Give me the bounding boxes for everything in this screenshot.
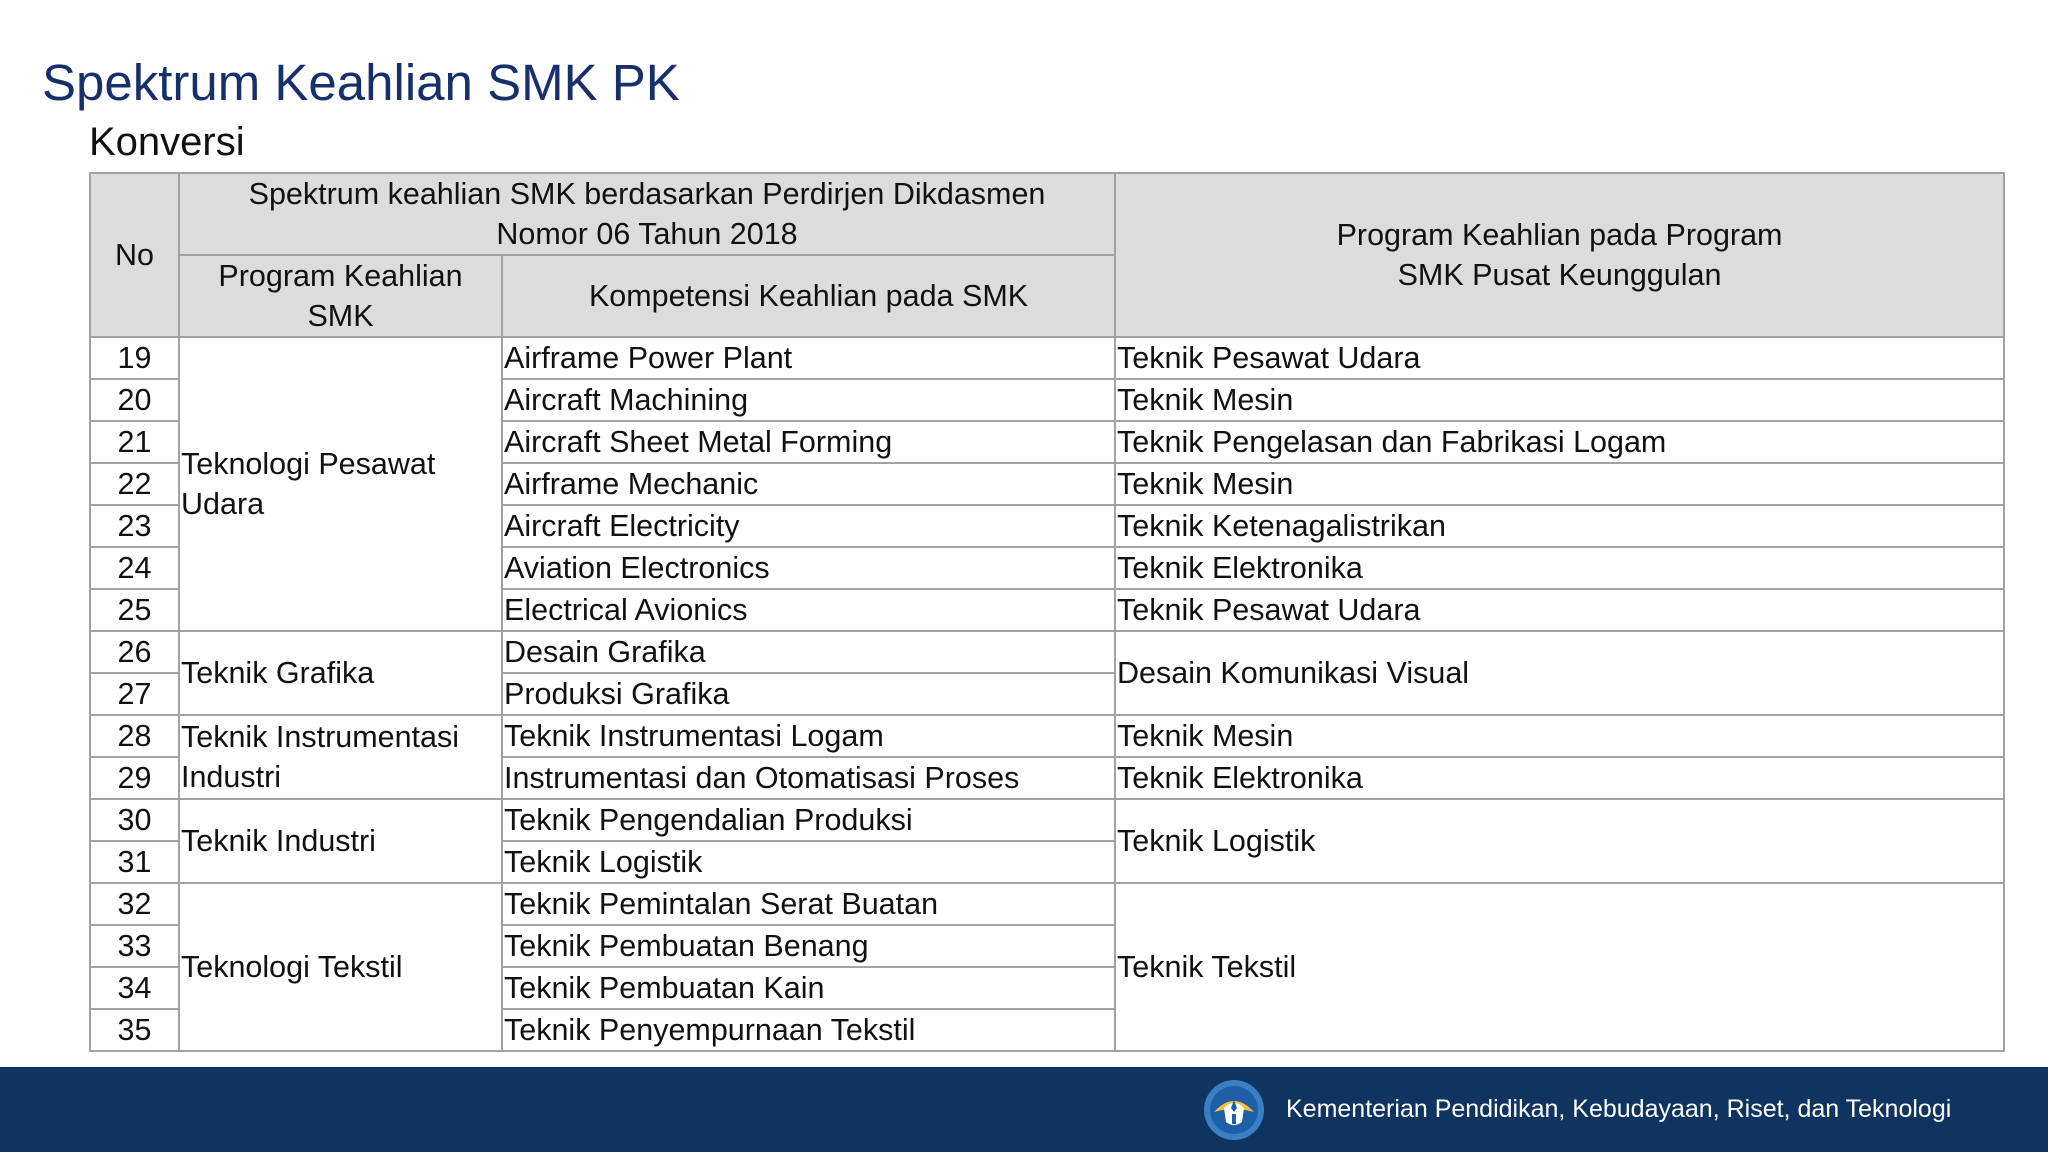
tut-wuri-handayani-logo-icon <box>1202 1078 1266 1142</box>
header-no: No <box>90 173 179 337</box>
pusat-keunggulan-cell: Teknik Logistik <box>1115 799 2004 883</box>
kompetensi-cell: Teknik Pemintalan Serat Buatan <box>502 883 1115 925</box>
row-no: 19 <box>90 337 179 379</box>
kompetensi-cell: Teknik Pembuatan Kain <box>502 967 1115 1009</box>
row-no: 24 <box>90 547 179 589</box>
row-no: 21 <box>90 421 179 463</box>
conversion-table <box>89 172 2005 1052</box>
kompetensi-cell: Electrical Avionics <box>502 589 1115 631</box>
pusat-keunggulan-cell: Teknik Tekstil <box>1115 883 2004 1051</box>
pusat-keunggulan-cell: Teknik Mesin <box>1115 463 2004 505</box>
row-no: 31 <box>90 841 179 883</box>
table-row <box>90 799 2004 841</box>
row-no: 25 <box>90 589 179 631</box>
row-no: 34 <box>90 967 179 1009</box>
row-no: 26 <box>90 631 179 673</box>
kompetensi-cell: Aviation Electronics <box>502 547 1115 589</box>
pusat-keunggulan-cell: Teknik Pesawat Udara <box>1115 589 2004 631</box>
header-kompetensi: Kompetensi Keahlian pada SMK <box>502 255 1115 337</box>
row-no: 29 <box>90 757 179 799</box>
row-no: 33 <box>90 925 179 967</box>
kompetensi-cell: Teknik Penyempurnaan Tekstil <box>502 1009 1115 1051</box>
slide-title: Spektrum Keahlian SMK PK <box>42 54 680 111</box>
pusat-keunggulan-cell: Desain Komunikasi Visual <box>1115 631 2004 715</box>
row-no: 30 <box>90 799 179 841</box>
kompetensi-cell: Teknik Pengendalian Produksi <box>502 799 1115 841</box>
pusat-keunggulan-cell: Teknik Elektronika <box>1115 757 2004 799</box>
program-keahlian-cell: Teknologi Tekstil <box>179 883 502 1051</box>
kompetensi-cell: Aircraft Machining <box>502 379 1115 421</box>
kompetensi-cell: Instrumentasi dan Otomatisasi Proses <box>502 757 1115 799</box>
program-keahlian-cell: Teknik Industri <box>179 799 502 883</box>
pusat-keunggulan-cell: Teknik Pesawat Udara <box>1115 337 2004 379</box>
header-pusat-keunggulan: Program Keahlian pada Program SMK Pusat Keunggulan <box>1115 173 2004 337</box>
row-no: 22 <box>90 463 179 505</box>
footer-bar <box>0 1067 2048 1152</box>
header-spektrum-group: Spektrum keahlian SMK berdasarkan Perdirjen Dikdasmen Nomor 06 Tahun 2018 <box>179 173 1115 255</box>
pusat-keunggulan-cell: Teknik Pengelasan dan Fabrikasi Logam <box>1115 421 2004 463</box>
ministry-name: Kementerian Pendidikan, Kebudayaan, Riset, dan Teknologi <box>1286 1095 1952 1123</box>
row-no: 35 <box>90 1009 179 1051</box>
row-no: 27 <box>90 673 179 715</box>
kompetensi-cell: Airframe Power Plant <box>502 337 1115 379</box>
pusat-keunggulan-cell: Teknik Mesin <box>1115 379 2004 421</box>
kompetensi-cell: Teknik Instrumentasi Logam <box>502 715 1115 757</box>
kompetensi-cell: Airframe Mechanic <box>502 463 1115 505</box>
table-row <box>90 715 2004 757</box>
slide-subtitle: Konversi <box>89 120 245 164</box>
pusat-keunggulan-cell: Teknik Elektronika <box>1115 547 2004 589</box>
kompetensi-cell: Aircraft Sheet Metal Forming <box>502 421 1115 463</box>
row-no: 28 <box>90 715 179 757</box>
table-row <box>90 631 2004 673</box>
header-program-keahlian: Program Keahlian SMK <box>179 255 502 337</box>
kompetensi-cell: Teknik Pembuatan Benang <box>502 925 1115 967</box>
pusat-keunggulan-cell: Teknik Ketenagalistrikan <box>1115 505 2004 547</box>
row-no: 23 <box>90 505 179 547</box>
row-no: 20 <box>90 379 179 421</box>
kompetensi-cell: Desain Grafika <box>502 631 1115 673</box>
table-row <box>90 883 2004 925</box>
program-keahlian-cell: Teknik Grafika <box>179 631 502 715</box>
kompetensi-cell: Produksi Grafika <box>502 673 1115 715</box>
table-row <box>90 337 2004 379</box>
kompetensi-cell: Teknik Logistik <box>502 841 1115 883</box>
pusat-keunggulan-cell: Teknik Mesin <box>1115 715 2004 757</box>
row-no: 32 <box>90 883 179 925</box>
program-keahlian-cell: Teknik Instrumentasi Industri <box>179 715 502 799</box>
program-keahlian-cell: Teknologi Pesawat Udara <box>179 337 502 631</box>
kompetensi-cell: Aircraft Electricity <box>502 505 1115 547</box>
